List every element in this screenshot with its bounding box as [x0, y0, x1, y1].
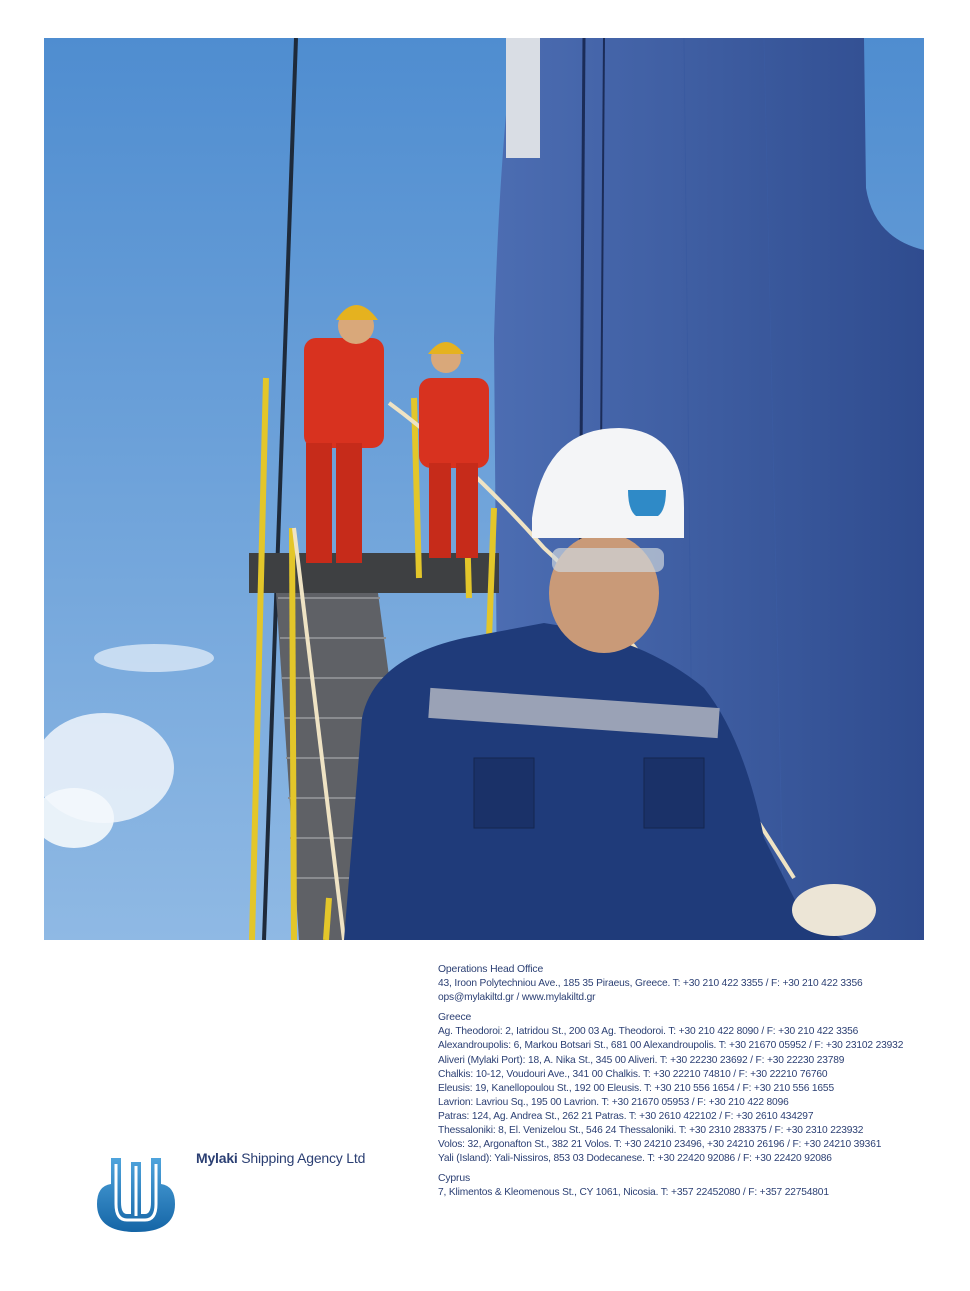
- company-name: [196, 1150, 365, 1166]
- head-office-web[interactable]: ops@mylakiltd.gr / www.mylakiltd.gr: [438, 992, 596, 1004]
- office-alexandroupolis: Alexandroupolis: 6, Markou Botsari St., 681 00 Alexandroupolis. T: +30 21670 05952 / F: +30 23102 23932: [438, 1040, 904, 1052]
- greece-heading: Greece: [438, 1012, 472, 1024]
- office-eleusis: Eleusis: 19, Kanellopoulou St., 192 00 Eleusis. T: +30 210 556 1654 / F: +30 210 556 1655: [438, 1082, 834, 1094]
- greece-block: [438, 1011, 938, 1166]
- office-lavrion: Lavrion: Lavriou Sq., 195 00 Lavrion. T: +30 21670 05953 / F: +30 210 422 8096: [438, 1096, 789, 1108]
- mylaki-logo-icon: [97, 1158, 175, 1232]
- office-ag-theodoroi: Ag. Theodoroi: 2, Iatridou St., 200 03 Ag. Theodoroi. T: +30 210 422 8090 / F: +30 210 422 3356: [438, 1026, 859, 1038]
- office-aliveri: Aliveri (Mylaki Port): 18, A. Nika St., 345 00 Aliveri. T: +30 22230 23692 / F: +30 22230 23789: [438, 1054, 845, 1066]
- office-volos: Volos: 32, Argonafton St., 382 21 Volos. T: +30 24210 23496, +30 24210 26196 / F: +30 24210 39361: [438, 1139, 882, 1151]
- office-yali: Yali (Island): Yali-Nissiros, 853 03 Dodecanese. T: +30 22420 92086 / F: +30 22420 92086: [438, 1153, 832, 1165]
- office-nicosia: 7, Klimentos & Kleomenous St., CY 1061, Nicosia. T: +357 22452080 / F: +357 22754801: [438, 1187, 829, 1199]
- office-patras: Patras: 124, Ag. Andrea St., 262 21 Patras. T: +30 2610 422102 / F: +30 2610 434297: [438, 1110, 814, 1122]
- dock-workers-photo: [44, 38, 924, 940]
- company-name-bold: Mylaki: [196, 1150, 238, 1166]
- office-chalkis: Chalkis: 10-12, Voudouri Ave., 341 00 Chalkis. T: +30 22210 74810 / F: +30 22210 76760: [438, 1068, 828, 1080]
- office-thessaloniki: Thessaloniki: 8, El. Venizelou St., 546 24 Thessaloniki. T: +30 2310 283375 / F: +30 2310 223932: [438, 1125, 864, 1137]
- head-office-block: [438, 963, 938, 1005]
- company-name-rest: Shipping Agency Ltd: [237, 1150, 366, 1166]
- head-office-address: 43, Iroon Polytechniou Ave., 185 35 Piraeus, Greece. T: +30 210 422 3355 / F: +30 210 422 3356: [438, 978, 863, 990]
- contact-info: [438, 963, 938, 1207]
- head-office-heading: Operations Head Office: [438, 964, 544, 975]
- cyprus-block: [438, 1172, 938, 1200]
- cyprus-heading: Cyprus: [438, 1173, 471, 1185]
